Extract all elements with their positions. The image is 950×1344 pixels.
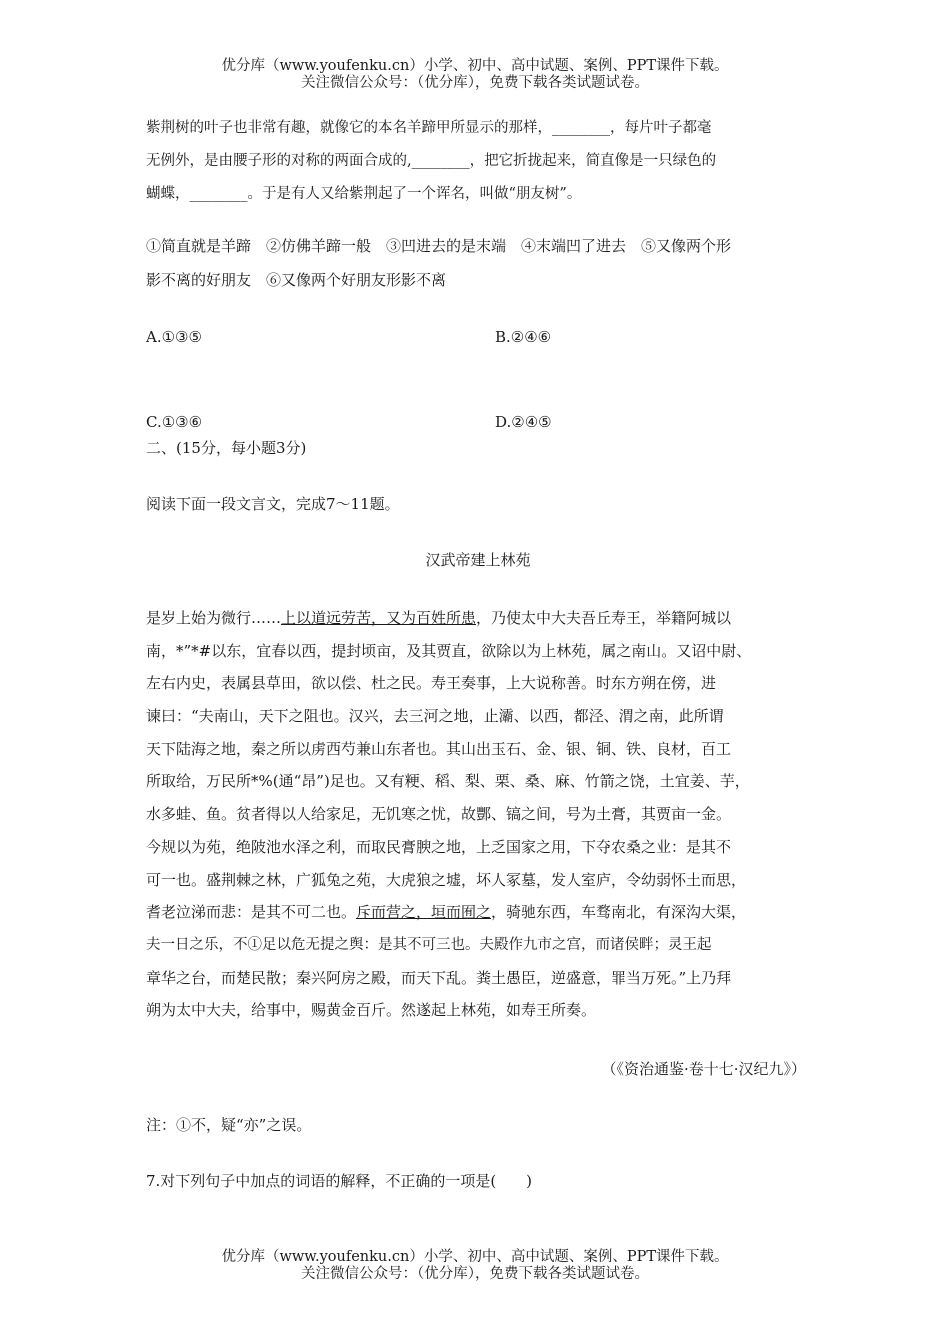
page-footer	[0, 1249, 950, 1283]
passage-line: 夫一日之乐，不①足以危无提之舆：是其不可三也。夫殿作九市之宫，而诸侯畔；灵王起	[146, 936, 712, 953]
passage-line: 是岁上始为微行……上以道远劳苦，又为百姓所患，乃使太中大夫吾丘寿王，举籍阿城以	[146, 609, 732, 627]
question-6-choices	[146, 229, 810, 297]
option-b[interactable]: B.②④⑥	[495, 328, 552, 346]
passage-title: 汉武帝建上林苑	[425, 551, 531, 569]
question-7: 7.对下列句子中加点的词语的解释，不正确的一项是( )	[146, 1172, 533, 1190]
instruction-block	[146, 493, 810, 514]
header-line-1: 优分库（www.youfenku.cn）小学、初中、高中试题、案例、PPT课件下载。	[221, 58, 729, 74]
choice-line: ①简直就是羊蹄 ②仿佛羊蹄一般 ③凹进去的是末端 ④末端凹了进去 ⑤又像两个形	[146, 237, 732, 255]
passage-line: 紫荆树的叶子也非常有趣，就像它的本名羊蹄甲所显示的那样，________，每片叶子都毫	[146, 120, 712, 136]
passage-line: 朔为太中大夫，给事中，赐黄金百斤。然遂起上林苑，如寿王所奏。	[146, 1001, 597, 1020]
underlined-sentence-1: 上以道远劳苦，又为百姓所患	[281, 609, 477, 627]
passage-line: 章华之台，而楚民散；秦兴阿房之殿，而天下乱。粪土愚臣，逆盛意，罪当万死。”上乃拜	[146, 968, 732, 987]
footnote: 注：①不，疑“亦”之误。	[146, 1116, 312, 1134]
footer-line-2: 关注微信公众号：（优分库），免费下载各类试题试卷。	[301, 1266, 649, 1282]
passage-line: 天下陆海之地，秦之所以虏西芍兼山东者也。其山出玉石、金、银、铜、铁、良材，百工	[146, 739, 732, 758]
source-block	[146, 1058, 806, 1079]
underlined-sentence-2: 斥而营之，垣而囿之	[356, 903, 492, 922]
passage-line: 水多蛙、鱼。贫者得以人给家足，无饥寒之忧，故酆、镐之间，号为土膏，其贾亩一金。	[146, 805, 732, 824]
passage-line: 耆老泣涕而悲：是其不可二也。斥而营之，垣而囿之，骑驰东西，车骛南北，有深沟大渠，	[146, 903, 747, 922]
option-d[interactable]: D.②④⑤	[495, 413, 552, 431]
passage-title-block	[146, 549, 810, 570]
header-line-2: 关注微信公众号：（优分库），免费下载各类试题试卷。	[301, 75, 649, 91]
passage-line: 谏曰：“夫南山，天下之阻也。汉兴，去三河之地，止灞、以西，都泾、渭之南，此所谓	[146, 707, 724, 726]
passage-line: 今规以为苑，绝陂池水泽之利，而取民膏腴之地，上乏国家之用，下夺农桑之业：是其不	[146, 837, 732, 856]
passage-line: 蝴蝶，________。于是有人又给紫荆起了一个诨名，叫做“朋友树”。	[146, 186, 582, 202]
passage-line: 可一也。盛荆棘之林，广狐兔之苑，大虎狼之墟，坏人冢墓，发人室庐，令幼弱怀土而思，	[146, 870, 747, 889]
choice-line: 影不离的好朋友 ⑥又像两个好朋友形影不离	[146, 271, 447, 289]
passage-line: 无例外，是由腰子形的对称的两面合成的,________，把它折拢起来，简直像是一只绿色的	[146, 153, 717, 169]
passage-line: 左右内史，表属县草田，欲以偿、杜之民。寿王奏事，上大说称善。时东方朔在傍，进	[146, 674, 717, 693]
passage-line: 南，*”*#以东，宜春以西，提封顷亩，及其贾直，欲除以为上林苑，属之南山。又诏中尉、	[146, 641, 752, 660]
passage-line: 所取给，万民所*%(通“昂”)足也。又有粳、稻、梨、栗、桑、麻、竹箭之饶，土宜姜、芋，	[146, 772, 750, 791]
instruction: 阅读下面一段文言文，完成7～11题。	[146, 495, 400, 513]
note-block	[146, 1114, 810, 1135]
classical-passage	[146, 604, 810, 1029]
option-c[interactable]: C.①③⑥	[146, 413, 203, 431]
page-header	[0, 58, 950, 92]
section-heading: 二、(15分，每小题3分)	[146, 439, 307, 457]
question-6-passage	[146, 112, 810, 211]
footer-line-1: 优分库（www.youfenku.cn）小学、初中、高中试题、案例、PPT课件下载。	[221, 1249, 729, 1265]
question-7-block	[146, 1170, 810, 1191]
option-a[interactable]: A.①③⑤	[146, 328, 202, 346]
section-2-heading-block	[146, 437, 810, 458]
options-row-ab	[146, 328, 810, 358]
source-citation: （《资治通鉴·卷十七·汉纪九》）	[601, 1060, 806, 1078]
